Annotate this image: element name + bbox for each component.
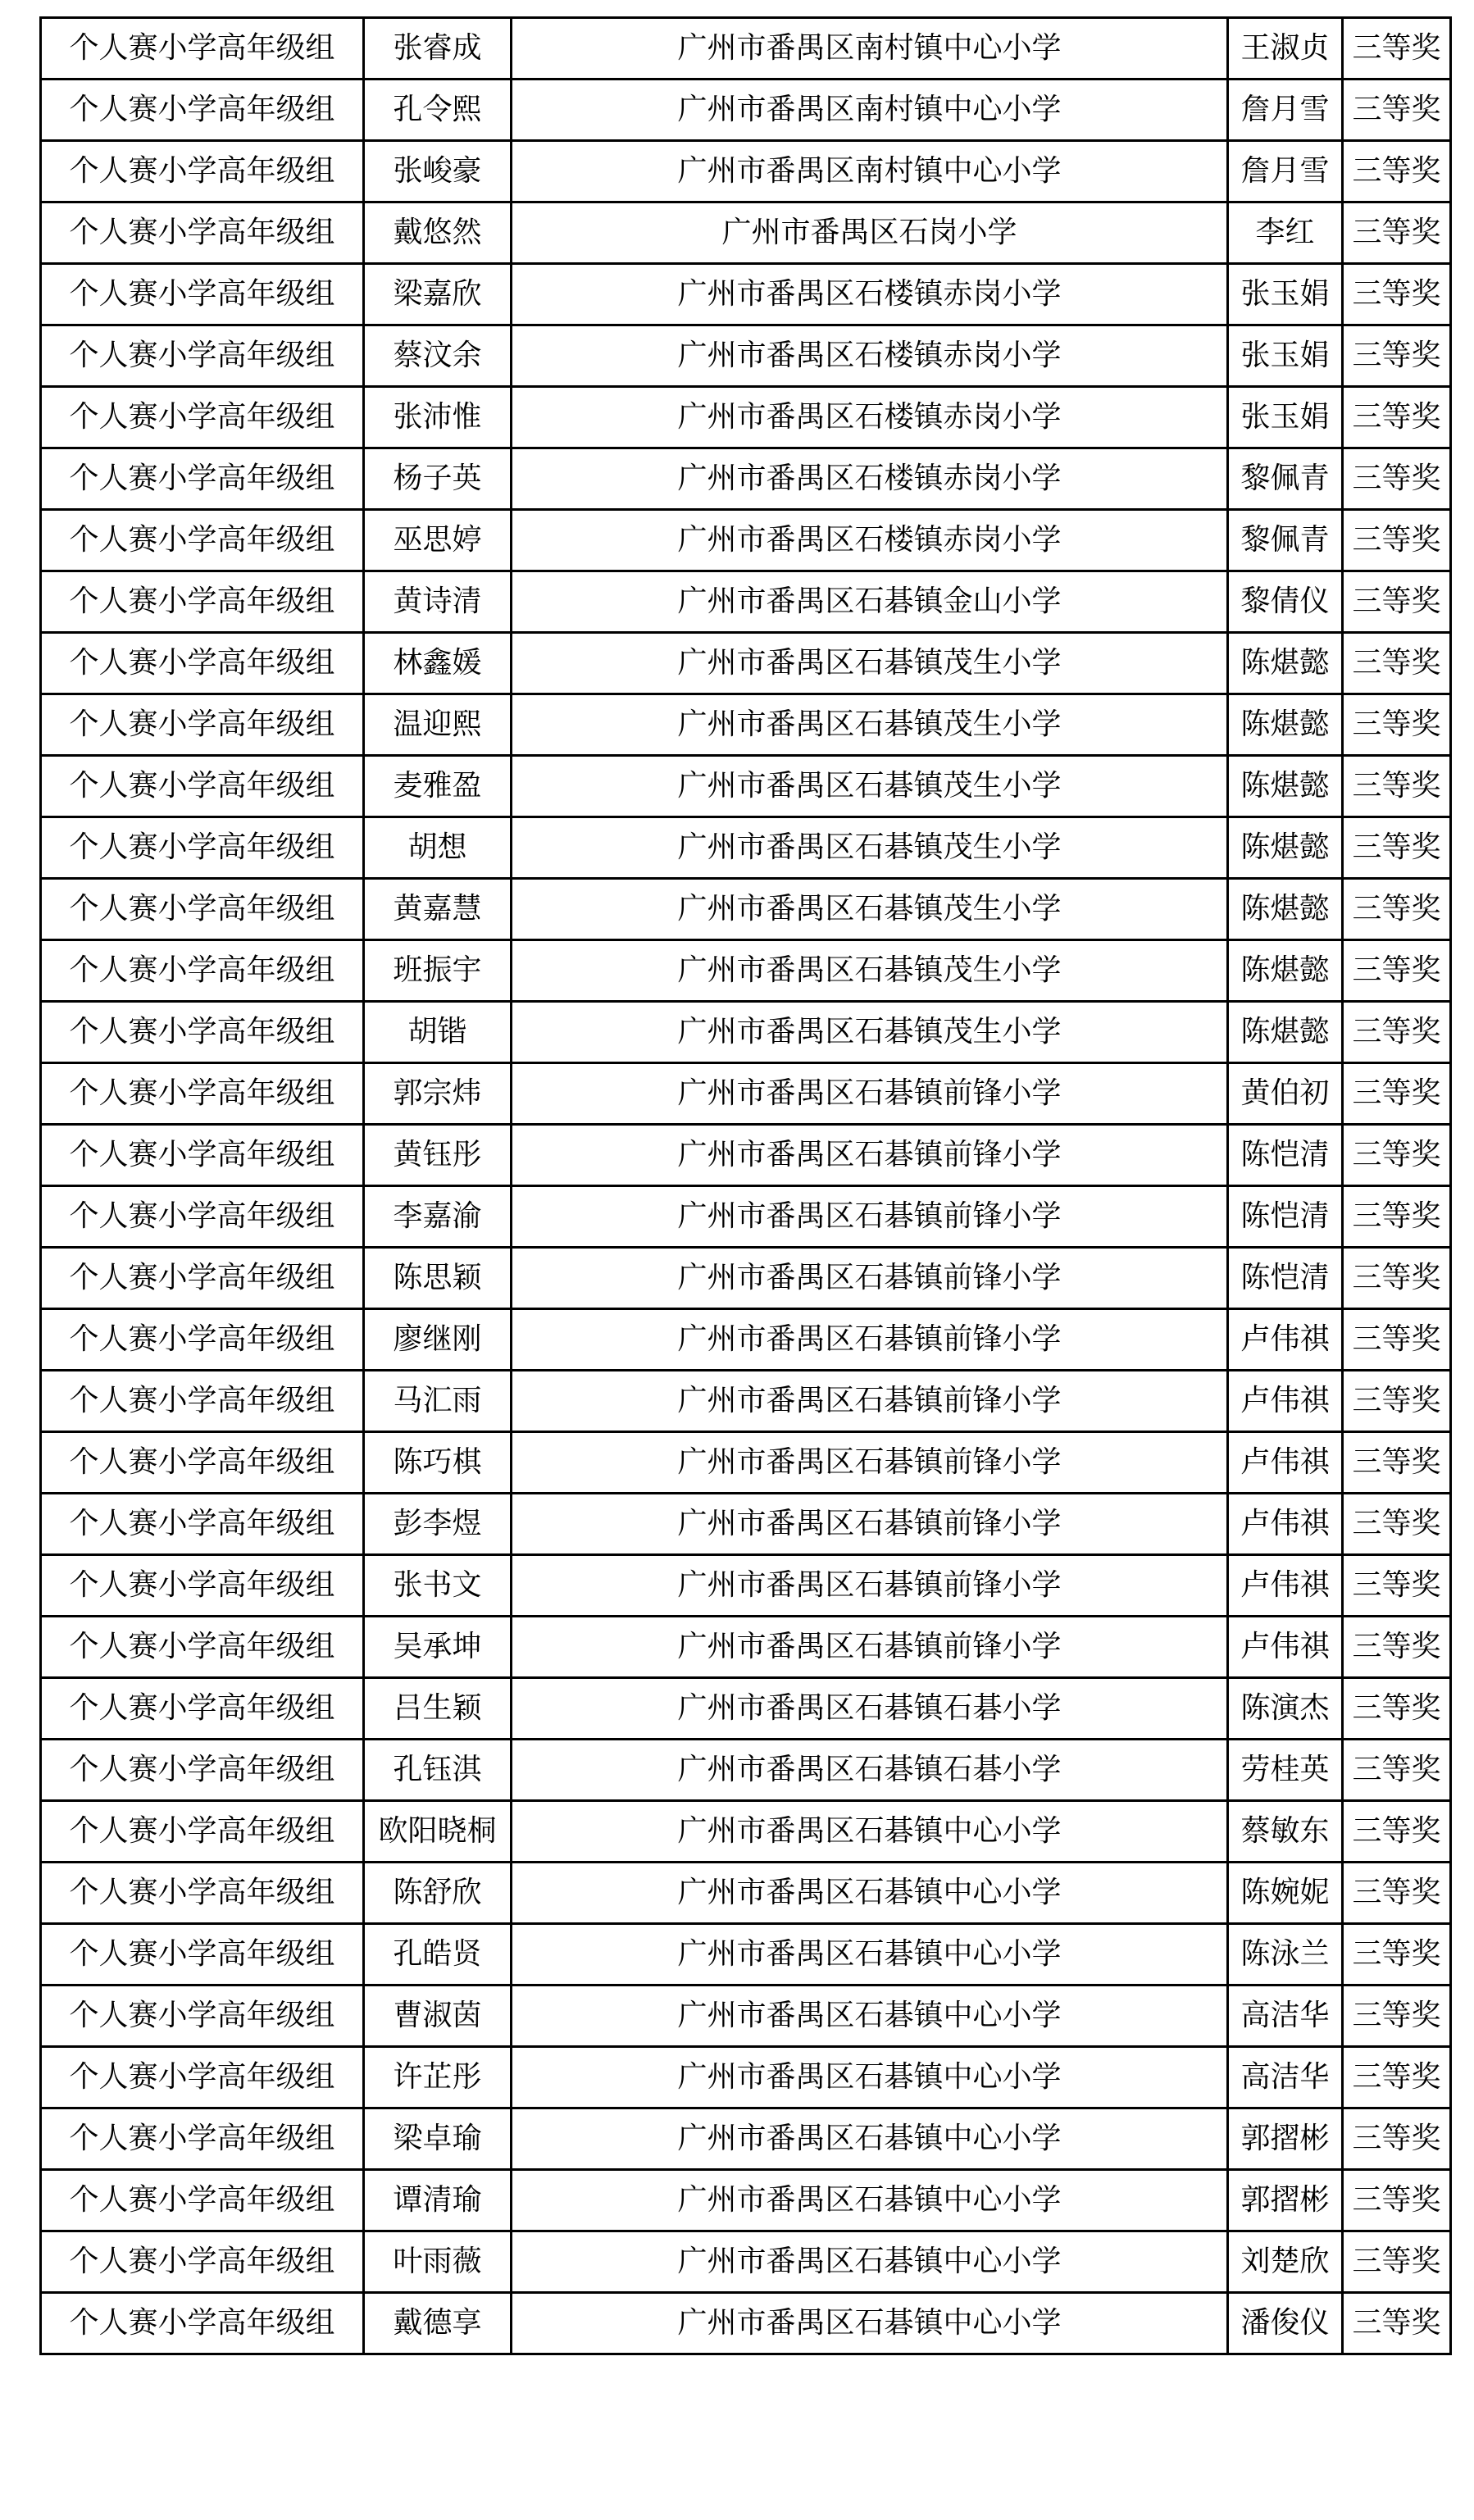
student-name-cell: 孔皓贤	[364, 1924, 512, 1986]
table-row	[41, 1494, 1451, 1555]
school-cell: 广州市番禺区石碁镇茂生小学	[512, 879, 1228, 940]
award-cell: 三等奖	[1343, 1432, 1451, 1494]
award-cell: 三等奖	[1343, 1617, 1451, 1678]
school-cell: 广州市番禺区石碁镇前锋小学	[512, 1248, 1228, 1309]
teacher-cell: 陈煁懿	[1228, 756, 1343, 817]
award-cell: 三等奖	[1343, 2231, 1451, 2293]
award-cell: 三等奖	[1343, 141, 1451, 202]
table-row	[41, 448, 1451, 510]
table-row	[41, 1371, 1451, 1432]
school-cell: 广州市番禺区石碁镇中心小学	[512, 1924, 1228, 1986]
school-cell: 广州市番禺区石碁镇前锋小学	[512, 1125, 1228, 1186]
school-cell: 广州市番禺区石碁镇金山小学	[512, 571, 1228, 633]
table-row	[41, 2293, 1451, 2354]
teacher-cell: 陈煁懿	[1228, 817, 1343, 879]
student-name-cell: 张睿成	[364, 18, 512, 80]
category-cell: 个人赛小学高年级组	[41, 202, 364, 264]
award-cell: 三等奖	[1343, 1801, 1451, 1863]
teacher-cell: 张玉娟	[1228, 325, 1343, 387]
category-cell: 个人赛小学高年级组	[41, 1063, 364, 1125]
teacher-cell: 陈恺清	[1228, 1125, 1343, 1186]
award-cell: 三等奖	[1343, 18, 1451, 80]
school-cell: 广州市番禺区石碁镇中心小学	[512, 2293, 1228, 2354]
student-name-cell: 胡想	[364, 817, 512, 879]
school-cell: 广州市番禺区南村镇中心小学	[512, 80, 1228, 141]
student-name-cell: 麦雅盈	[364, 756, 512, 817]
teacher-cell: 詹月雪	[1228, 80, 1343, 141]
award-cell: 三等奖	[1343, 264, 1451, 325]
teacher-cell: 黎佩青	[1228, 448, 1343, 510]
table-row	[41, 1432, 1451, 1494]
award-cell: 三等奖	[1343, 1125, 1451, 1186]
teacher-cell: 劳桂英	[1228, 1740, 1343, 1801]
table-row	[41, 387, 1451, 448]
school-cell: 广州市番禺区石碁镇前锋小学	[512, 1063, 1228, 1125]
teacher-cell: 陈恺清	[1228, 1186, 1343, 1248]
teacher-cell: 黎佩青	[1228, 510, 1343, 571]
category-cell: 个人赛小学高年级组	[41, 940, 364, 1002]
table-row	[41, 264, 1451, 325]
student-name-cell: 叶雨薇	[364, 2231, 512, 2293]
category-cell: 个人赛小学高年级组	[41, 1371, 364, 1432]
table-row	[41, 1186, 1451, 1248]
teacher-cell: 卢伟祺	[1228, 1371, 1343, 1432]
category-cell: 个人赛小学高年级组	[41, 2231, 364, 2293]
table-row	[41, 879, 1451, 940]
category-cell: 个人赛小学高年级组	[41, 510, 364, 571]
school-cell: 广州市番禺区石碁镇茂生小学	[512, 940, 1228, 1002]
category-cell: 个人赛小学高年级组	[41, 264, 364, 325]
teacher-cell: 卢伟祺	[1228, 1555, 1343, 1617]
table-row	[41, 940, 1451, 1002]
school-cell: 广州市番禺区石岗小学	[512, 202, 1228, 264]
school-cell: 广州市番禺区石碁镇中心小学	[512, 1986, 1228, 2047]
school-cell: 广州市番禺区石碁镇前锋小学	[512, 1494, 1228, 1555]
table-row	[41, 2108, 1451, 2170]
school-cell: 广州市番禺区南村镇中心小学	[512, 141, 1228, 202]
category-cell: 个人赛小学高年级组	[41, 1924, 364, 1986]
student-name-cell: 陈舒欣	[364, 1863, 512, 1924]
school-cell: 广州市番禺区石碁镇中心小学	[512, 2170, 1228, 2231]
student-name-cell: 胡锴	[364, 1002, 512, 1063]
award-cell: 三等奖	[1343, 325, 1451, 387]
student-name-cell: 曹淑茵	[364, 1986, 512, 2047]
category-cell: 个人赛小学高年级组	[41, 80, 364, 141]
category-cell: 个人赛小学高年级组	[41, 1555, 364, 1617]
award-cell: 三等奖	[1343, 1002, 1451, 1063]
award-cell: 三等奖	[1343, 940, 1451, 1002]
school-cell: 广州市番禺区石碁镇石碁小学	[512, 1740, 1228, 1801]
teacher-cell: 詹月雪	[1228, 141, 1343, 202]
category-cell: 个人赛小学高年级组	[41, 1494, 364, 1555]
student-name-cell: 谭清瑜	[364, 2170, 512, 2231]
school-cell: 广州市番禺区石碁镇中心小学	[512, 1863, 1228, 1924]
student-name-cell: 黄嘉慧	[364, 879, 512, 940]
category-cell: 个人赛小学高年级组	[41, 571, 364, 633]
award-cell: 三等奖	[1343, 1863, 1451, 1924]
award-cell: 三等奖	[1343, 817, 1451, 879]
category-cell: 个人赛小学高年级组	[41, 1740, 364, 1801]
teacher-cell: 陈恺清	[1228, 1248, 1343, 1309]
category-cell: 个人赛小学高年级组	[41, 1617, 364, 1678]
table-row	[41, 1924, 1451, 1986]
school-cell: 广州市番禺区石碁镇中心小学	[512, 2108, 1228, 2170]
school-cell: 广州市番禺区石碁镇前锋小学	[512, 1309, 1228, 1371]
student-name-cell: 李嘉渝	[364, 1186, 512, 1248]
category-cell: 个人赛小学高年级组	[41, 141, 364, 202]
table-row	[41, 1740, 1451, 1801]
student-name-cell: 张峻豪	[364, 141, 512, 202]
award-cell: 三等奖	[1343, 879, 1451, 940]
teacher-cell: 潘俊仪	[1228, 2293, 1343, 2354]
category-cell: 个人赛小学高年级组	[41, 1309, 364, 1371]
category-cell: 个人赛小学高年级组	[41, 756, 364, 817]
student-name-cell: 马汇雨	[364, 1371, 512, 1432]
teacher-cell: 陈煁懿	[1228, 940, 1343, 1002]
student-name-cell: 许芷彤	[364, 2047, 512, 2108]
student-name-cell: 陈思颖	[364, 1248, 512, 1309]
teacher-cell: 郭摺彬	[1228, 2170, 1343, 2231]
school-cell: 广州市番禺区石碁镇茂生小学	[512, 633, 1228, 694]
teacher-cell: 张玉娟	[1228, 264, 1343, 325]
teacher-cell: 卢伟祺	[1228, 1432, 1343, 1494]
school-cell: 广州市番禺区石碁镇前锋小学	[512, 1186, 1228, 1248]
student-name-cell: 杨子英	[364, 448, 512, 510]
student-name-cell: 班振宇	[364, 940, 512, 1002]
award-cell: 三等奖	[1343, 2293, 1451, 2354]
school-cell: 广州市番禺区石楼镇赤岗小学	[512, 448, 1228, 510]
school-cell: 广州市番禺区石碁镇中心小学	[512, 1801, 1228, 1863]
table-row	[41, 756, 1451, 817]
teacher-cell: 郭摺彬	[1228, 2108, 1343, 2170]
school-cell: 广州市番禺区石碁镇前锋小学	[512, 1432, 1228, 1494]
student-name-cell: 黄诗清	[364, 571, 512, 633]
award-cell: 三等奖	[1343, 1186, 1451, 1248]
student-name-cell: 张书文	[364, 1555, 512, 1617]
category-cell: 个人赛小学高年级组	[41, 1801, 364, 1863]
category-cell: 个人赛小学高年级组	[41, 325, 364, 387]
school-cell: 广州市番禺区石碁镇茂生小学	[512, 817, 1228, 879]
student-name-cell: 蔡汶余	[364, 325, 512, 387]
school-cell: 广州市番禺区石碁镇前锋小学	[512, 1371, 1228, 1432]
category-cell: 个人赛小学高年级组	[41, 817, 364, 879]
category-cell: 个人赛小学高年级组	[41, 1186, 364, 1248]
student-name-cell: 廖继刚	[364, 1309, 512, 1371]
student-name-cell: 戴德享	[364, 2293, 512, 2354]
category-cell: 个人赛小学高年级组	[41, 1863, 364, 1924]
award-cell: 三等奖	[1343, 1986, 1451, 2047]
award-cell: 三等奖	[1343, 2047, 1451, 2108]
student-name-cell: 梁卓瑜	[364, 2108, 512, 2170]
category-cell: 个人赛小学高年级组	[41, 694, 364, 756]
school-cell: 广州市番禺区石楼镇赤岗小学	[512, 510, 1228, 571]
student-name-cell: 郭宗炜	[364, 1063, 512, 1125]
award-cell: 三等奖	[1343, 1063, 1451, 1125]
school-cell: 广州市番禺区石碁镇中心小学	[512, 2231, 1228, 2293]
category-cell: 个人赛小学高年级组	[41, 1432, 364, 1494]
table-row	[41, 80, 1451, 141]
student-name-cell: 陈巧棋	[364, 1432, 512, 1494]
table-row	[41, 1555, 1451, 1617]
award-list-table	[39, 16, 1452, 2355]
teacher-cell: 卢伟祺	[1228, 1617, 1343, 1678]
school-cell: 广州市番禺区石楼镇赤岗小学	[512, 387, 1228, 448]
award-cell: 三等奖	[1343, 571, 1451, 633]
school-cell: 广州市番禺区石碁镇前锋小学	[512, 1555, 1228, 1617]
school-cell: 广州市番禺区石楼镇赤岗小学	[512, 264, 1228, 325]
school-cell: 广州市番禺区石碁镇茂生小学	[512, 756, 1228, 817]
category-cell: 个人赛小学高年级组	[41, 387, 364, 448]
school-cell: 广州市番禺区石碁镇前锋小学	[512, 1617, 1228, 1678]
teacher-cell: 陈煁懿	[1228, 694, 1343, 756]
student-name-cell: 吴承坤	[364, 1617, 512, 1678]
teacher-cell: 蔡敏东	[1228, 1801, 1343, 1863]
category-cell: 个人赛小学高年级组	[41, 1678, 364, 1740]
school-cell: 广州市番禺区石碁镇茂生小学	[512, 694, 1228, 756]
teacher-cell: 陈婉妮	[1228, 1863, 1343, 1924]
table-row	[41, 18, 1451, 80]
award-cell: 三等奖	[1343, 1371, 1451, 1432]
category-cell: 个人赛小学高年级组	[41, 2293, 364, 2354]
table-row	[41, 1248, 1451, 1309]
category-cell: 个人赛小学高年级组	[41, 18, 364, 80]
table-row	[41, 694, 1451, 756]
category-cell: 个人赛小学高年级组	[41, 448, 364, 510]
category-cell: 个人赛小学高年级组	[41, 2170, 364, 2231]
award-cell: 三等奖	[1343, 510, 1451, 571]
teacher-cell: 卢伟祺	[1228, 1309, 1343, 1371]
award-cell: 三等奖	[1343, 756, 1451, 817]
award-cell: 三等奖	[1343, 1309, 1451, 1371]
category-cell: 个人赛小学高年级组	[41, 1986, 364, 2047]
table-row	[41, 2047, 1451, 2108]
award-cell: 三等奖	[1343, 1248, 1451, 1309]
table-row	[41, 2170, 1451, 2231]
table-row	[41, 1063, 1451, 1125]
student-name-cell: 梁嘉欣	[364, 264, 512, 325]
student-name-cell: 张沛惟	[364, 387, 512, 448]
table-row	[41, 571, 1451, 633]
table-row	[41, 141, 1451, 202]
table-row	[41, 1801, 1451, 1863]
teacher-cell: 高洁华	[1228, 2047, 1343, 2108]
teacher-cell: 刘楚欣	[1228, 2231, 1343, 2293]
table-row	[41, 1678, 1451, 1740]
school-cell: 广州市番禺区石碁镇茂生小学	[512, 1002, 1228, 1063]
category-cell: 个人赛小学高年级组	[41, 2047, 364, 2108]
category-cell: 个人赛小学高年级组	[41, 1248, 364, 1309]
teacher-cell: 张玉娟	[1228, 387, 1343, 448]
student-name-cell: 吕生颖	[364, 1678, 512, 1740]
award-cell: 三等奖	[1343, 448, 1451, 510]
table-row	[41, 633, 1451, 694]
award-cell: 三等奖	[1343, 1924, 1451, 1986]
award-list-body	[41, 18, 1451, 2354]
category-cell: 个人赛小学高年级组	[41, 2108, 364, 2170]
student-name-cell: 黄钰彤	[364, 1125, 512, 1186]
table-row	[41, 325, 1451, 387]
teacher-cell: 陈演杰	[1228, 1678, 1343, 1740]
teacher-cell: 卢伟祺	[1228, 1494, 1343, 1555]
teacher-cell: 王淑贞	[1228, 18, 1343, 80]
award-cell: 三等奖	[1343, 2170, 1451, 2231]
table-row	[41, 1309, 1451, 1371]
table-row	[41, 510, 1451, 571]
student-name-cell: 巫思婷	[364, 510, 512, 571]
category-cell: 个人赛小学高年级组	[41, 1002, 364, 1063]
table-row	[41, 202, 1451, 264]
student-name-cell: 彭李煜	[364, 1494, 512, 1555]
student-name-cell: 温迎熙	[364, 694, 512, 756]
teacher-cell: 陈煁懿	[1228, 1002, 1343, 1063]
table-row	[41, 1617, 1451, 1678]
award-cell: 三等奖	[1343, 1494, 1451, 1555]
award-cell: 三等奖	[1343, 1740, 1451, 1801]
student-name-cell: 林鑫媛	[364, 633, 512, 694]
table-row	[41, 1002, 1451, 1063]
table-row	[41, 1986, 1451, 2047]
teacher-cell: 黄伯初	[1228, 1063, 1343, 1125]
award-cell: 三等奖	[1343, 387, 1451, 448]
student-name-cell: 孔钰淇	[364, 1740, 512, 1801]
table-row	[41, 1125, 1451, 1186]
table-row	[41, 817, 1451, 879]
student-name-cell: 孔令熙	[364, 80, 512, 141]
award-cell: 三等奖	[1343, 1678, 1451, 1740]
award-cell: 三等奖	[1343, 80, 1451, 141]
table-row	[41, 1863, 1451, 1924]
award-cell: 三等奖	[1343, 633, 1451, 694]
award-cell: 三等奖	[1343, 1555, 1451, 1617]
category-cell: 个人赛小学高年级组	[41, 633, 364, 694]
award-cell: 三等奖	[1343, 694, 1451, 756]
school-cell: 广州市番禺区南村镇中心小学	[512, 18, 1228, 80]
category-cell: 个人赛小学高年级组	[41, 1125, 364, 1186]
teacher-cell: 黎倩仪	[1228, 571, 1343, 633]
student-name-cell: 戴悠然	[364, 202, 512, 264]
teacher-cell: 陈煁懿	[1228, 633, 1343, 694]
school-cell: 广州市番禺区石碁镇中心小学	[512, 2047, 1228, 2108]
teacher-cell: 陈泳兰	[1228, 1924, 1343, 1986]
student-name-cell: 欧阳晓桐	[364, 1801, 512, 1863]
award-cell: 三等奖	[1343, 2108, 1451, 2170]
table-row	[41, 2231, 1451, 2293]
teacher-cell: 李红	[1228, 202, 1343, 264]
school-cell: 广州市番禺区石楼镇赤岗小学	[512, 325, 1228, 387]
category-cell: 个人赛小学高年级组	[41, 879, 364, 940]
award-cell: 三等奖	[1343, 202, 1451, 264]
school-cell: 广州市番禺区石碁镇石碁小学	[512, 1678, 1228, 1740]
teacher-cell: 高洁华	[1228, 1986, 1343, 2047]
teacher-cell: 陈煁懿	[1228, 879, 1343, 940]
